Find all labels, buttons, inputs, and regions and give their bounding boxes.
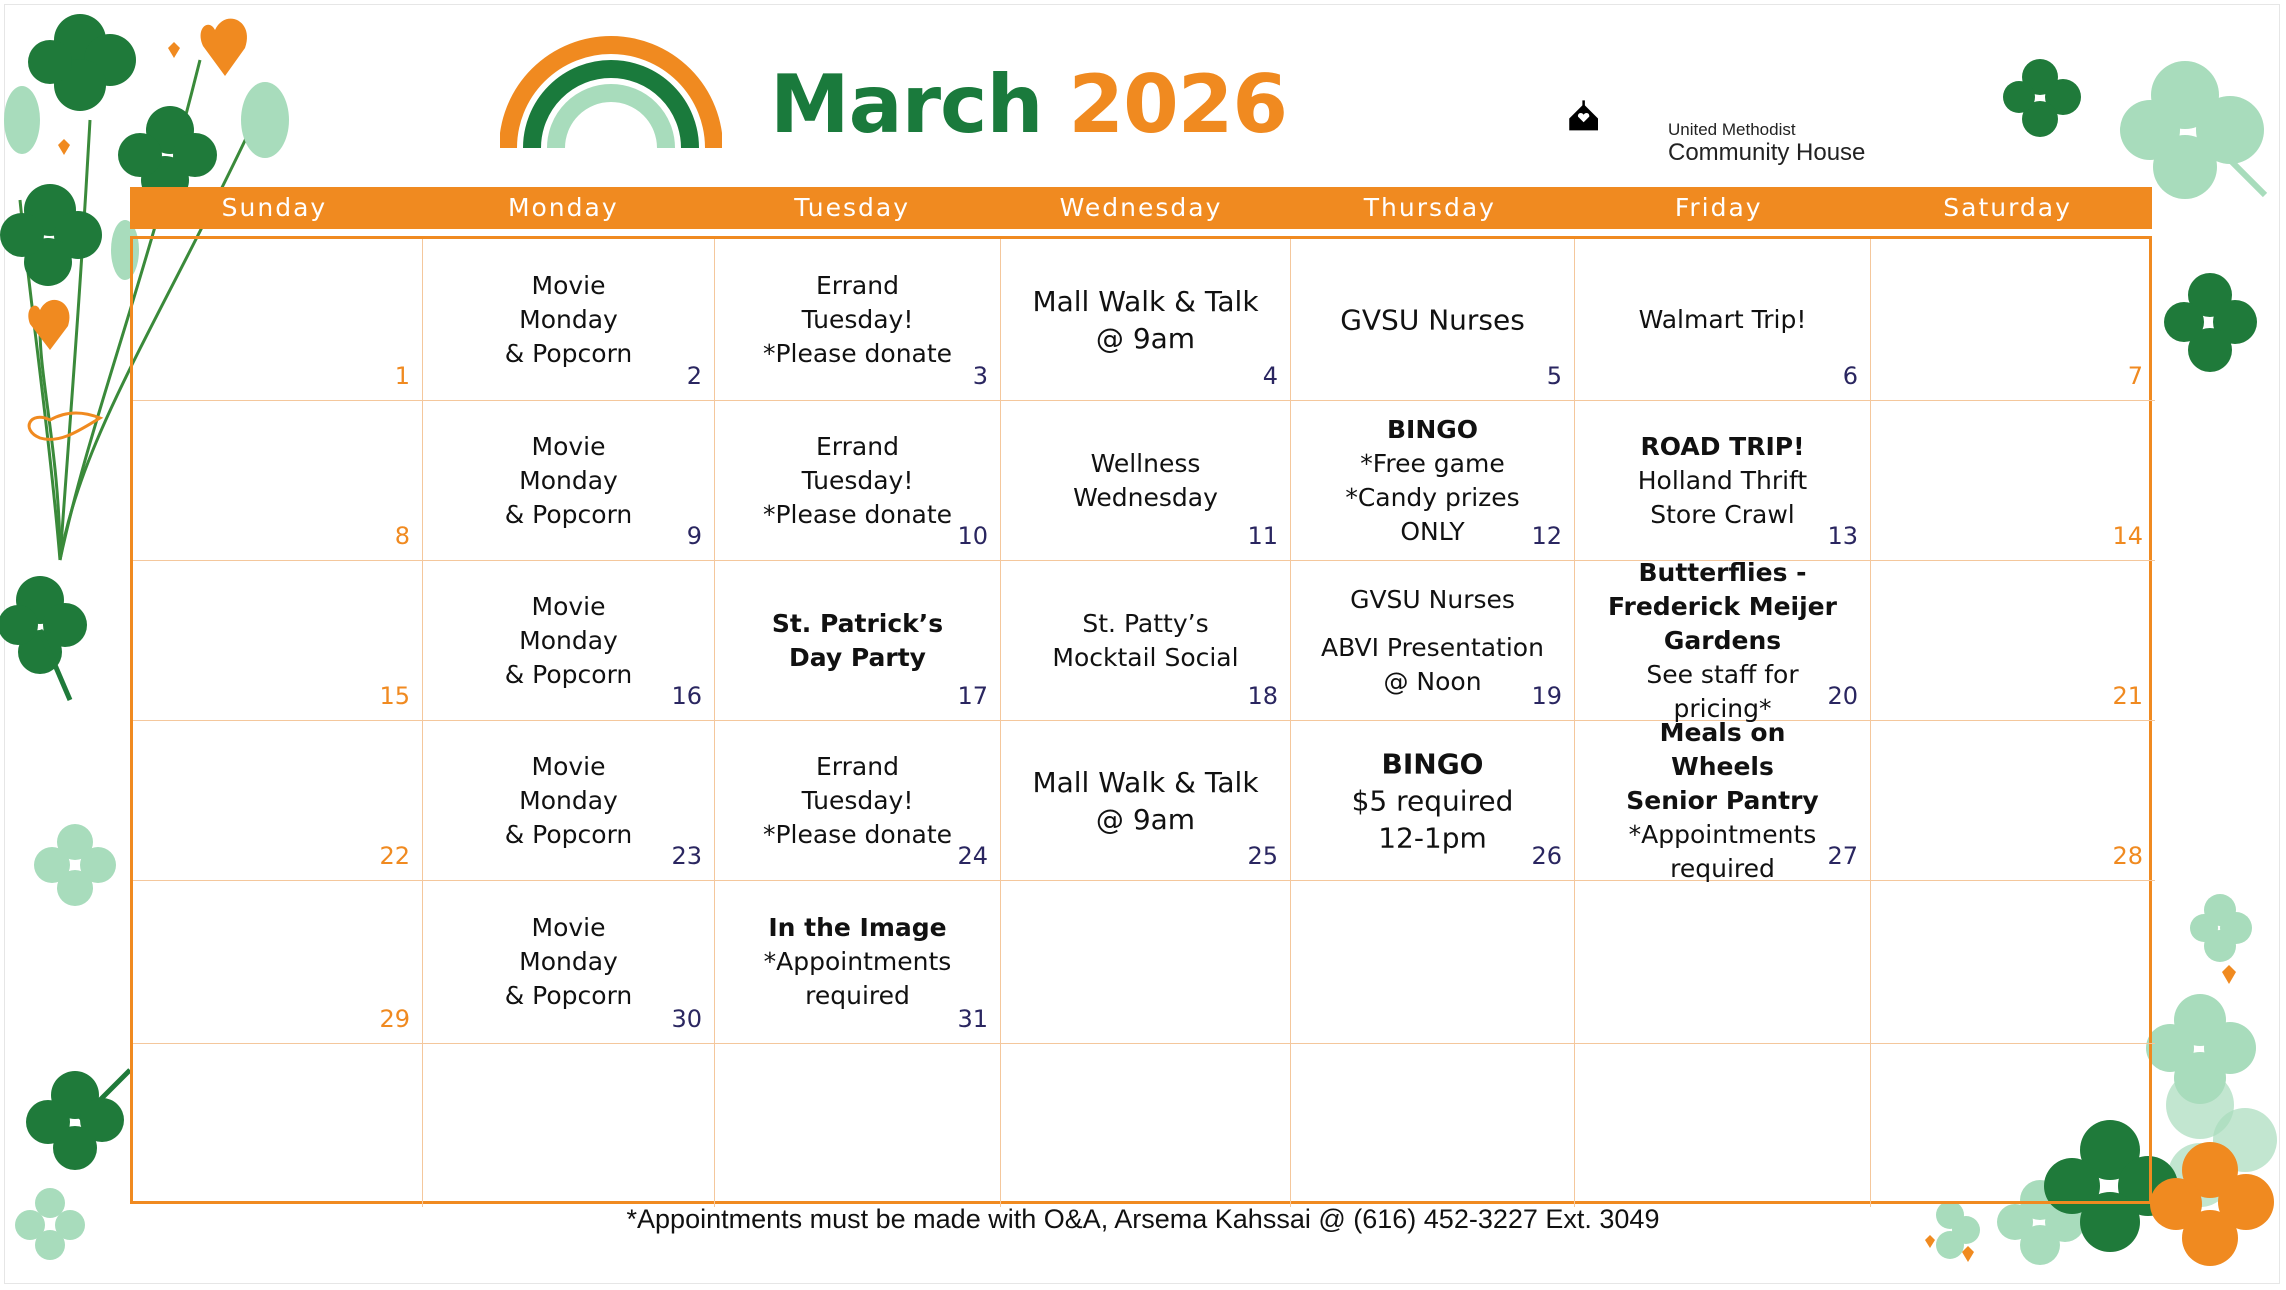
- empty-day-cell: [1291, 881, 1575, 1044]
- day-number: 5: [1546, 362, 1562, 390]
- event-line: Senior Pantry: [1626, 785, 1819, 815]
- rainbow-icon: [500, 30, 722, 152]
- day-number: 21: [2112, 682, 2143, 710]
- event-text: [1001, 764, 1290, 838]
- event-line: @ 9am: [1095, 802, 1196, 836]
- event-line: BINGO: [1381, 747, 1484, 780]
- day-cell-28: [1871, 721, 2155, 881]
- event-line: Holland Thrift: [1637, 465, 1808, 495]
- day-cell-13: [1575, 401, 1871, 561]
- event-line: ABVI Presentation: [1321, 632, 1544, 662]
- day-cell-6: [1575, 239, 1871, 401]
- event-line: BINGO: [1386, 414, 1479, 444]
- day-cell-27: [1575, 717, 1871, 883]
- event-line: @ Noon: [1383, 666, 1482, 696]
- event-line: required: [805, 981, 910, 1010]
- day-cell-21: [1871, 561, 2155, 721]
- day-number: 16: [671, 682, 702, 710]
- logo-org-name: Community House: [1668, 139, 1866, 166]
- title-month: March: [770, 58, 1043, 151]
- event-line: Movie: [531, 913, 606, 942]
- event-text: [423, 590, 714, 692]
- event-line: St. Patty’s: [1082, 608, 1209, 638]
- event-line: [1321, 617, 1544, 631]
- empty-day-cell: [1575, 881, 1871, 1044]
- day-number: 6: [1842, 362, 1858, 390]
- event-text: [715, 607, 1000, 675]
- day-cell-17: [715, 561, 1001, 721]
- event-line: See staff for pricing*: [1646, 659, 1799, 723]
- day-number: 22: [379, 842, 410, 870]
- event-line: & Popcorn: [504, 819, 633, 849]
- day-number: 20: [1827, 682, 1858, 710]
- day-cell-5: [1291, 239, 1575, 401]
- shamrock-left-light-decoration: [30, 820, 120, 910]
- event-line: Gardens: [1663, 625, 1782, 655]
- event-text: [1001, 607, 1290, 675]
- event-line: Tuesday!: [801, 304, 914, 334]
- page-title: [770, 58, 1287, 158]
- event-text: [1291, 301, 1574, 338]
- event-text: [715, 430, 1000, 532]
- event-line: Errand: [816, 751, 899, 781]
- day-cell-22: [133, 721, 423, 881]
- event-text: [423, 269, 714, 371]
- event-line: GVSU Nurses: [1350, 584, 1515, 614]
- day-number: 10: [957, 522, 988, 550]
- day-cell-24: [715, 721, 1001, 881]
- shamrock-left-mid-decoration: [0, 570, 100, 710]
- event-line: @ 9am: [1095, 321, 1196, 355]
- shamrock-left-bottom-decoration: [20, 1060, 140, 1190]
- event-line: Store Crawl: [1650, 499, 1795, 529]
- day-number: 4: [1262, 362, 1278, 390]
- event-text: [715, 269, 1000, 371]
- event-text: [1575, 430, 1870, 532]
- day-number: 17: [957, 682, 988, 710]
- event-line: Mocktail Social: [1052, 642, 1239, 672]
- empty-day-cell: [423, 1044, 715, 1207]
- day-number: 2: [686, 362, 702, 390]
- day-number: 8: [394, 522, 410, 550]
- day-number: 31: [957, 1005, 988, 1033]
- day-number: 24: [957, 842, 988, 870]
- event-line: & Popcorn: [504, 659, 633, 689]
- shamrock-top-right-decoration: [1995, 55, 2095, 145]
- event-line: ONLY: [1400, 516, 1465, 546]
- day-cell-26: [1291, 721, 1575, 881]
- event-line: Monday: [519, 304, 618, 334]
- event-line: Monday: [519, 947, 618, 976]
- event-text: [1001, 447, 1290, 515]
- event-line: 12-1pm: [1378, 821, 1487, 854]
- weekday-header-bar: [130, 187, 2152, 229]
- event-line: Butterflies -: [1638, 557, 1807, 587]
- empty-day-cell: [715, 1044, 1001, 1207]
- day-number: 28: [2112, 842, 2143, 870]
- event-text: [1575, 556, 1870, 726]
- weekday-label-wednesday: Wednesday: [1059, 193, 1223, 222]
- day-number: 29: [379, 1005, 410, 1033]
- weekday-label-monday: Monday: [507, 193, 619, 222]
- event-text: [1291, 745, 1574, 856]
- day-number: 12: [1531, 522, 1562, 550]
- event-line: Wednesday: [1073, 482, 1218, 512]
- event-line: Mall Walk & Talk: [1032, 284, 1259, 318]
- day-number: 7: [2127, 362, 2143, 390]
- day-cell-3: [715, 239, 1001, 401]
- calendar-grid: [130, 236, 2152, 1204]
- event-line: Tuesday!: [801, 785, 914, 815]
- day-cell-14: [1871, 401, 2155, 561]
- weekday-label-sunday: Sunday: [221, 193, 328, 222]
- day-cell-15: [133, 561, 423, 721]
- event-line: Mall Walk & Talk: [1032, 765, 1259, 799]
- event-line: Meals on Wheels: [1659, 717, 1786, 781]
- day-cell-9: [423, 401, 715, 561]
- event-text: [715, 750, 1000, 852]
- day-cell-11: [1001, 401, 1291, 561]
- event-line: Movie: [531, 591, 606, 621]
- event-text: [1575, 303, 1870, 337]
- event-line: *Free game: [1360, 448, 1505, 478]
- weekday-label-thursday: Thursday: [1363, 193, 1496, 222]
- event-line: Movie: [531, 751, 606, 781]
- event-line: & Popcorn: [504, 499, 633, 529]
- day-cell-4: [1001, 239, 1291, 401]
- weekday-label-saturday: Saturday: [1943, 193, 2072, 222]
- day-number: 27: [1827, 842, 1858, 870]
- day-number: 15: [379, 682, 410, 710]
- day-cell-12: [1291, 401, 1575, 561]
- weekday-label-tuesday: Tuesday: [794, 193, 910, 222]
- event-line: Movie: [531, 270, 606, 300]
- event-line: *Appointments: [1628, 819, 1817, 849]
- event-text: [715, 911, 1000, 1013]
- day-number: 9: [686, 522, 702, 550]
- day-cell-23: [423, 721, 715, 881]
- day-cell-16: [423, 561, 715, 721]
- empty-day-cell: [1871, 881, 2155, 1044]
- day-cell-2: [423, 239, 715, 401]
- event-line: required: [1670, 853, 1775, 883]
- event-line: Day Party: [789, 642, 926, 672]
- event-text: [423, 750, 714, 852]
- empty-day-cell: [133, 1044, 423, 1207]
- day-cell-8: [133, 401, 423, 561]
- event-text: [423, 430, 714, 532]
- event-line: *Please donate: [762, 819, 953, 849]
- shamrock-right-decoration: [2160, 270, 2260, 380]
- day-cell-20: [1575, 557, 1871, 723]
- day-cell-30: [423, 881, 715, 1044]
- footnote: *Appointments must be made with O&A, Arsema Kahssai @ (616) 452-3227 Ext. 3049: [626, 1204, 1660, 1234]
- event-text: [423, 911, 714, 1013]
- event-line: *Candy prizes: [1345, 482, 1520, 512]
- event-line: & Popcorn: [504, 338, 633, 368]
- event-line: ROAD TRIP!: [1640, 431, 1805, 461]
- event-line: In the Image: [768, 913, 947, 942]
- day-cell-18: [1001, 561, 1291, 721]
- day-cell-1: [133, 239, 423, 401]
- weekday-label-friday: Friday: [1674, 193, 1763, 222]
- day-number: 19: [1531, 682, 1562, 710]
- event-line: Tuesday!: [801, 465, 914, 495]
- empty-day-cell: [1871, 1044, 2155, 1207]
- event-line: Monday: [519, 785, 618, 815]
- event-line: $5 required: [1351, 784, 1514, 817]
- day-number: 23: [671, 842, 702, 870]
- day-number: 1: [394, 362, 410, 390]
- event-text: [1575, 716, 1870, 886]
- event-line: Walmart Trip!: [1638, 304, 1807, 334]
- event-line: Movie: [531, 431, 606, 461]
- day-cell-29: [133, 881, 423, 1044]
- event-line: Errand: [816, 270, 899, 300]
- house-logo-icon: [1568, 66, 1668, 166]
- day-number: 25: [1247, 842, 1278, 870]
- day-number: 3: [972, 362, 988, 390]
- day-number: 26: [1531, 842, 1562, 870]
- event-line: St. Patrick’s: [771, 608, 944, 638]
- empty-day-cell: [1291, 1044, 1575, 1207]
- empty-day-cell: [1575, 1044, 1871, 1207]
- day-number: 30: [671, 1005, 702, 1033]
- event-line: Errand: [816, 431, 899, 461]
- logo-org-small-text: United Methodist: [1668, 120, 1796, 139]
- day-cell-31: [715, 881, 1001, 1044]
- event-line: *Please donate: [762, 499, 953, 529]
- day-number: 11: [1247, 522, 1278, 550]
- empty-day-cell: [1001, 1044, 1291, 1207]
- event-line: GVSU Nurses: [1340, 303, 1525, 336]
- day-cell-25: [1001, 721, 1291, 881]
- day-cell-19: [1291, 561, 1575, 721]
- empty-day-cell: [1001, 881, 1291, 1044]
- event-line: *Please donate: [762, 338, 953, 368]
- day-cell-10: [715, 401, 1001, 561]
- title-year: 2026: [1068, 58, 1288, 151]
- event-line: Monday: [519, 625, 618, 655]
- shamrock-top-right-light-decoration: [2115, 55, 2285, 205]
- event-line: *Appointments: [763, 947, 952, 976]
- event-text: [1001, 283, 1290, 357]
- day-cell-7: [1871, 239, 2155, 401]
- day-number: 14: [2112, 522, 2143, 550]
- event-line: Frederick Meijer: [1608, 591, 1837, 621]
- event-line: Wellness: [1090, 448, 1201, 478]
- event-line: Monday: [519, 465, 618, 495]
- event-line: & Popcorn: [504, 981, 633, 1010]
- day-number: 18: [1247, 682, 1278, 710]
- day-number: 13: [1827, 522, 1858, 550]
